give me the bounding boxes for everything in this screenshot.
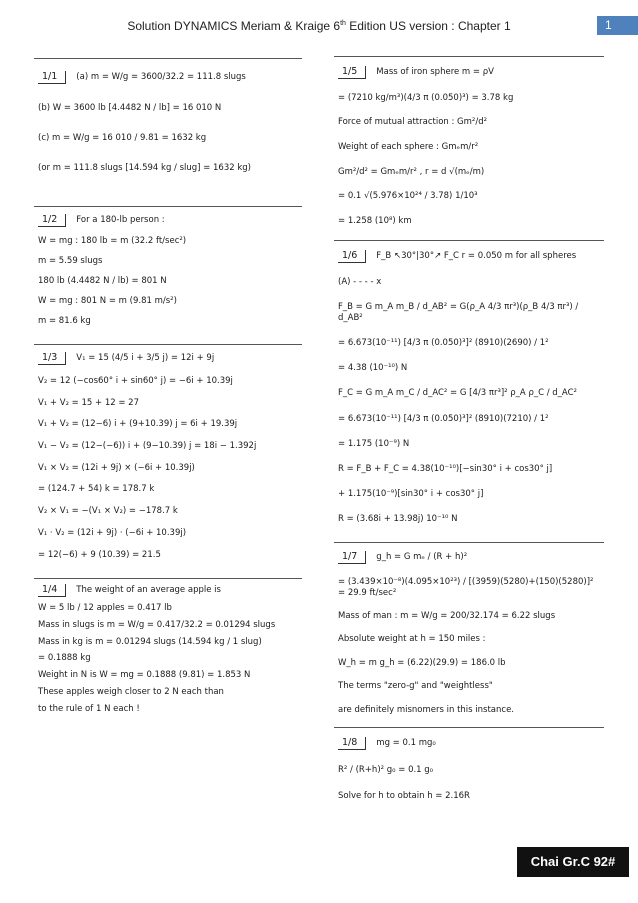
solution-line-text: = 6.673(10⁻¹¹) [4/3 π (0.050)³]² (8910)(2690) / 1² [338, 338, 549, 349]
solution-line [338, 167, 602, 178]
solution-line [38, 506, 300, 517]
header-title-text-end: Edition US version : Chapter 1 [345, 19, 511, 33]
solution-line [338, 216, 602, 227]
solution-line-text: are definitely misnomers in this instance. [338, 704, 514, 715]
solution-line [338, 464, 602, 475]
solution-line-text: The weight of an average apple is [76, 584, 221, 595]
solution-line [38, 103, 300, 114]
solution-line [338, 439, 602, 450]
solution-line [338, 634, 602, 645]
solution-line [38, 637, 300, 648]
solution-line [338, 489, 602, 500]
solution-line [38, 584, 300, 597]
solution-line-text: = 0.1 √(5.976×10²⁴ / 3.78) 1/10³ [338, 191, 478, 202]
solution-line [38, 376, 300, 387]
solution-line-text: Mass of iron sphere m = ρV [376, 66, 494, 77]
problem-1-6 [334, 240, 604, 532]
solution-line [338, 363, 602, 374]
solution-line [338, 250, 602, 263]
solution-line [38, 704, 300, 715]
problem-1-3 [34, 344, 302, 566]
solution-line-text: W = mg : 801 N = m (9.81 m/s²) [38, 295, 177, 306]
solution-line-text: These apples weigh closer to 2 N each than [38, 687, 224, 698]
problem-number-label: 1/4 [38, 584, 66, 597]
solution-line-text: (A) - - - - x [338, 277, 382, 288]
solution-line [38, 398, 300, 409]
problem-1-5 [334, 56, 604, 234]
solution-line [38, 296, 300, 307]
solution-line [338, 414, 602, 425]
solution-line [38, 603, 300, 614]
problem-1-1 [34, 58, 302, 183]
solution-line-text: V₁ + V₂ = (12−6) i + (9+10.39) j = 6i + 19.39j [38, 419, 238, 430]
solution-line-text: V₁ − V₂ = (12−(−6)) i + (9−10.39) j = 18i − 1.392j [38, 441, 257, 452]
solution-line-text: Weight in N is W = mg = 0.1888 (9.81) = 1.853 N [38, 670, 251, 681]
solution-line [338, 551, 602, 564]
solution-line [338, 93, 602, 104]
solution-line [38, 163, 300, 174]
solution-line-text: to the rule of 1 N each ! [38, 704, 140, 715]
solution-line-text: W = mg : 180 lb = m (32.2 ft/sec²) [38, 235, 187, 246]
solution-line-text: Absolute weight at h = 150 miles : [338, 634, 486, 645]
solution-line-text: (a) m = W/g = 3600/32.2 = 111.8 slugs [76, 71, 246, 82]
solution-line [338, 66, 602, 79]
solution-line-text: Mass of man : m = W/g = 200/32.174 = 6.22 slugs [338, 611, 556, 622]
solution-line-text: g_h = G mₑ / (R + h)² [376, 552, 468, 563]
solution-line-text: = 1.258 (10⁸) km [338, 216, 412, 227]
solution-line [38, 441, 300, 452]
problem-number-label: 1/3 [38, 352, 66, 365]
solution-line-text: W_h = m g_h = (6.22)(29.9) = 186.0 lb [338, 657, 506, 668]
solution-line-text: V₂ = 12 (−cos60° i + sin60° j) = −6i + 10.39j [38, 376, 233, 387]
solution-line [38, 133, 300, 144]
solution-line-text: Solve for h to obtain h = 2.16R [338, 790, 470, 801]
solution-line-text: = 1.175 (10⁻⁹) N [338, 438, 410, 449]
solution-line [338, 338, 602, 349]
solution-line [338, 302, 602, 324]
solution-line-text: = 12(−6) + 9 (10.39) = 21.5 [38, 549, 161, 560]
solution-line [338, 117, 602, 128]
problem-number-label: 1/1 [38, 71, 66, 84]
solution-line-text: m = 5.59 slugs [38, 255, 103, 266]
author-badge: Chai Gr.C 92# [517, 847, 629, 877]
problem-1-4 [34, 578, 302, 718]
solution-line [338, 142, 602, 153]
solution-line-text: Mass in slugs is m = W/g = 0.417/32.2 = 0.01294 slugs [38, 619, 276, 630]
problem-number-label: 1/2 [38, 214, 66, 227]
solution-line-text: V₁ + V₂ = 15 + 12 = 27 [38, 397, 139, 408]
solution-line-text: Gm²/d² = Gmₑm/r² , r = d √(mₑ/m) [338, 166, 485, 177]
solution-line [338, 765, 602, 776]
header-title-superscript: th [340, 20, 346, 27]
solution-line-text: W = 5 lb / 12 apples = 0.417 lb [38, 602, 172, 613]
solution-line [38, 256, 300, 267]
solution-line [38, 463, 300, 474]
solution-line-text: = (124.7 + 54) k = 178.7 k [38, 484, 155, 495]
solution-line-text: (c) m = W/g = 16 010 / 9.81 = 1632 kg [38, 132, 207, 143]
solution-line-text: Force of mutual attraction : Gm²/d² [338, 117, 487, 128]
solution-line-text: F_B = G m_A m_B / d_AB² = G(ρ_A 4/3 πr³)(ρ_B 4/3 πr³) / d_AB² [338, 302, 579, 324]
solution-line-text: = (7210 kg/m³)(4/3 π (0.050)³) = 3.78 kg [338, 92, 514, 103]
solution-line [38, 484, 300, 495]
solution-line [338, 791, 602, 802]
solution-line [338, 658, 602, 669]
solution-line [38, 316, 300, 327]
solution-line [338, 577, 602, 599]
solution-line [338, 737, 602, 750]
solution-line-text: R = (3.68i + 13.98j) 10⁻¹⁰ N [338, 513, 458, 524]
solution-line [338, 388, 602, 399]
page-header-title [0, 19, 638, 33]
problem-number-label: 1/7 [338, 551, 366, 564]
problem-number-label: 1/6 [338, 250, 366, 263]
solution-line-text: F_B ↖30°|30°↗ F_C r = 0.050 m for all spheres [376, 251, 577, 262]
solution-line [338, 705, 602, 716]
solution-line [338, 611, 602, 622]
solution-line [38, 419, 300, 430]
solution-line-text: = (3.439×10⁻⁸)(4.095×10²³) / [(3959)(5280)+(150)(5280)]² = 29.9 ft/sec² [338, 576, 594, 598]
solution-line-text: m = 81.6 kg [38, 315, 91, 326]
solution-line [38, 236, 300, 247]
problem-number-label: 1/5 [338, 66, 366, 79]
solution-line-text: (or m = 111.8 slugs [14.594 kg / slug] = 1632 kg) [38, 162, 251, 173]
header-title-text: Solution DYNAMICS Meriam & Kraige 6 [127, 19, 341, 33]
solution-line-text: V₁ × V₂ = (12i + 9j) × (−6i + 10.39j) [38, 462, 195, 473]
solution-line-text: R² / (R+h)² g₀ = 0.1 g₀ [338, 764, 434, 775]
solution-line-text: V₁ · V₂ = (12i + 9j) · (−6i + 10.39j) [38, 527, 187, 538]
solution-line [38, 620, 300, 631]
page-number: 1 [597, 16, 638, 35]
solution-line [38, 352, 300, 365]
solution-line [38, 276, 300, 287]
solution-line-text: V₂ × V₁ = −(V₁ × V₂) = −178.7 k [38, 506, 178, 517]
solution-line-text: + 1.175(10⁻⁹)[sin30° i + cos30° j] [338, 488, 484, 499]
solution-line-text: = 4.38 (10⁻¹⁰) N [338, 363, 408, 374]
solution-line-text: V₁ = 15 (4/5 i + 3/5 j) = 12i + 9j [76, 353, 215, 364]
solution-line-text: Mass in kg is m = 0.01294 slugs (14.594 kg / 1 slug) [38, 636, 262, 647]
solution-line-text: F_C = G m_A m_C / d_AC² = G [4/3 πr³]² ρ_A ρ_C / d_AC² [338, 388, 577, 399]
solution-line [38, 687, 300, 698]
solution-line [38, 653, 300, 664]
problem-1-2 [34, 206, 302, 331]
problem-1-7 [334, 542, 604, 722]
solution-line-text: (b) W = 3600 lb [4.4482 N / lb] = 16 010 N [38, 102, 222, 113]
solution-line [338, 681, 602, 692]
solution-line-text: The terms "zero-g" and "weightless" [338, 681, 493, 692]
solution-line [338, 277, 602, 288]
solution-line-text: For a 180-lb person : [76, 214, 165, 225]
solution-line [38, 670, 300, 681]
solution-line [38, 71, 300, 84]
solution-line [38, 550, 300, 561]
solution-line-text: = 6.673(10⁻¹¹) [4/3 π (0.050)³]² (8910)(7210) / 1² [338, 413, 549, 424]
solution-line [38, 214, 300, 227]
solution-line-text: = 0.1888 kg [38, 653, 91, 664]
solution-line [38, 528, 300, 539]
solution-line-text: 180 lb (4.4482 N / lb) = 801 N [38, 275, 167, 286]
problem-number-label: 1/8 [338, 737, 366, 750]
solution-line-text: mg = 0.1 mg₀ [376, 738, 436, 749]
problem-1-8 [334, 727, 604, 809]
solution-line-text: Weight of each sphere : Gmₑm/r² [338, 141, 479, 152]
solution-line-text: R = F_B + F_C = 4.38(10⁻¹⁰)[−sin30° i + cos30° j] [338, 463, 553, 474]
solution-line [338, 191, 602, 202]
solution-line [338, 514, 602, 525]
